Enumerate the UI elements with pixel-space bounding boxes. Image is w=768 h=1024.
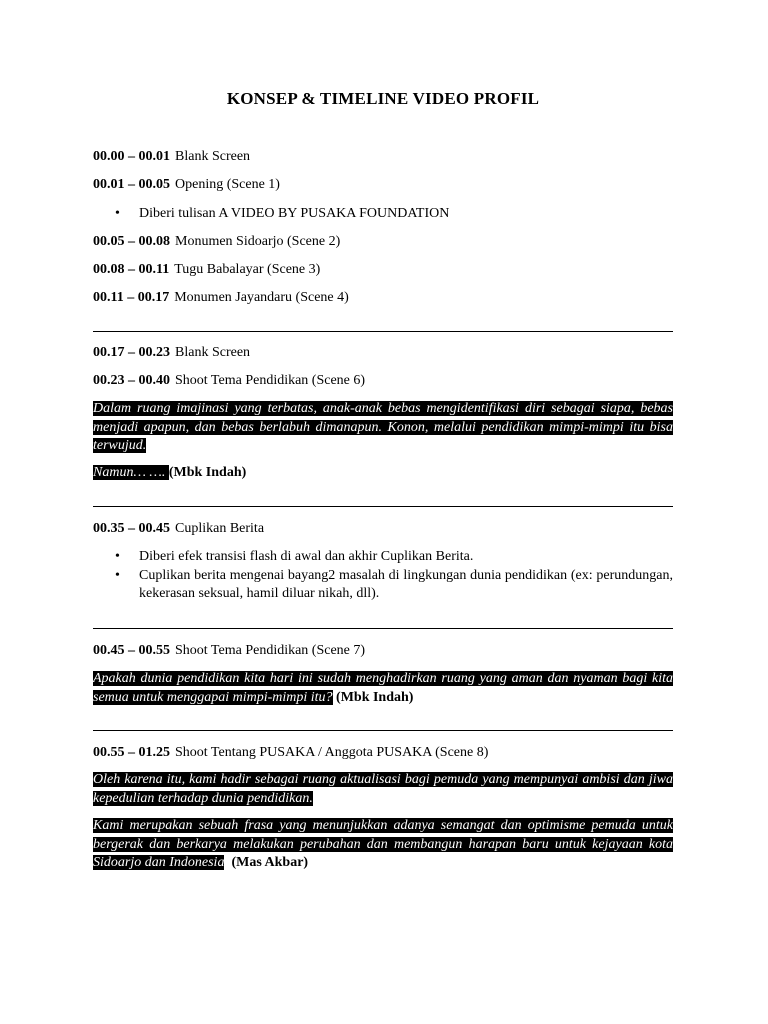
section-divider: [93, 331, 673, 332]
entry-description: Cuplikan Berita: [175, 521, 265, 536]
timeline-entry: [93, 372, 365, 390]
highlighted-narration: Dalam ruang imajinasi yang terbatas, anak-anak bebas mengidentifikasi diri sebagai siapa, bebas menjadi apapun, dan bebas berlabuh dimanapun. Konon, melalui pendidikan mimpi-mimpi itu bisa terwujud.: [93, 401, 673, 453]
bullet-icon: •: [115, 549, 120, 564]
timecode: 00.23 – 00.40: [93, 373, 170, 388]
bullet-list: [93, 548, 673, 604]
entry-description: Blank Screen: [175, 345, 251, 360]
entry-description: Tugu Babalayar (Scene 3): [174, 262, 321, 277]
section-divider: [93, 730, 673, 731]
entry-description: Shoot Tema Pendidikan (Scene 7): [175, 643, 366, 658]
document-title: KONSEP & TIMELINE VIDEO PROFIL: [226, 89, 540, 108]
bullet-icon: •: [115, 206, 120, 221]
narration-quote: [93, 464, 673, 483]
highlighted-narration: Oleh karena itu, kami hadir sebagai ruang aktualisasi bagi pemuda yang mempunyai ambisi dan jiwa kepedulian terhadap dunia pendidikan.: [93, 772, 673, 806]
timeline-entry: [93, 176, 280, 194]
timeline-entry: [93, 289, 349, 307]
bullet-icon: •: [115, 567, 120, 583]
timeline-entry: [93, 520, 264, 538]
speaker-label: (Mbk Indah): [336, 689, 414, 705]
bullet-text: Cuplikan berita mengenai bayang2 masalah di lingkungan dunia pendidikan (ex: perundungan, kekerasan seksual, hamil diluar nikah, dll).: [139, 567, 673, 601]
entry-description: Opening (Scene 1): [175, 177, 280, 192]
narration-quote: [93, 817, 673, 873]
list-item: [93, 205, 673, 224]
timecode: 00.17 – 00.23: [93, 345, 170, 360]
highlighted-narration: Apakah dunia pendidikan kita hari ini sudah menghadirkan ruang yang aman dan nyaman bagi kita semua untuk menggapai mimpi-mimpi itu?: [93, 671, 673, 705]
bullet-text: Diberi efek transisi flash di awal dan akhir Cuplikan Berita.: [139, 549, 474, 564]
timecode: 00.00 – 00.01: [93, 149, 170, 164]
narration-quote: [93, 400, 673, 456]
speaker-label: (Mas Akbar): [231, 855, 309, 870]
highlighted-narration: Kami merupakan sebuah frasa yang menunjukkan adanya semangat dan optimisme pemuda untuk bergerak dan berkarya melakukan perubahan dan membangun harapan baru untuk kejayaan kota Sidoarjo dan Indonesia: [93, 818, 673, 870]
bullet-text: Diberi tulisan A VIDEO BY PUSAKA FOUNDATION: [139, 206, 450, 221]
narration-quote: [93, 771, 673, 808]
timecode: 00.55 – 01.25: [93, 745, 170, 760]
timecode: 00.45 – 00.55: [93, 643, 170, 658]
timeline-entry: [93, 261, 320, 279]
timecode: 00.08 – 00.11: [93, 262, 170, 277]
entry-description: Shoot Tentang PUSAKA / Anggota PUSAKA (Scene 8): [175, 745, 489, 760]
entry-description: Blank Screen: [175, 149, 251, 164]
timecode: 00.05 – 00.08: [93, 234, 170, 249]
timeline-entry: [93, 344, 250, 362]
section-divider: [93, 506, 673, 507]
speaker-label: (Mbk Indah): [168, 465, 247, 480]
narration-quote: [93, 670, 673, 707]
timeline-entry: [93, 148, 250, 166]
timecode: 00.11 – 00.17: [93, 290, 170, 305]
timecode: 00.35 – 00.45: [93, 521, 170, 536]
entry-description: Monumen Jayandaru (Scene 4): [174, 290, 349, 305]
section-divider: [93, 628, 673, 629]
list-item: [93, 567, 673, 604]
entry-description: Shoot Tema Pendidikan (Scene 6): [175, 373, 366, 388]
entry-description: Monumen Sidoarjo (Scene 2): [175, 234, 341, 249]
timeline-entry: [93, 744, 488, 762]
timeline-entry: [93, 642, 365, 660]
bullet-list: [93, 205, 673, 224]
highlighted-narration: Namun… ….: [93, 465, 169, 480]
timeline-entry: [93, 233, 340, 251]
timecode: 00.01 – 00.05: [93, 177, 170, 192]
list-item: [93, 548, 673, 567]
